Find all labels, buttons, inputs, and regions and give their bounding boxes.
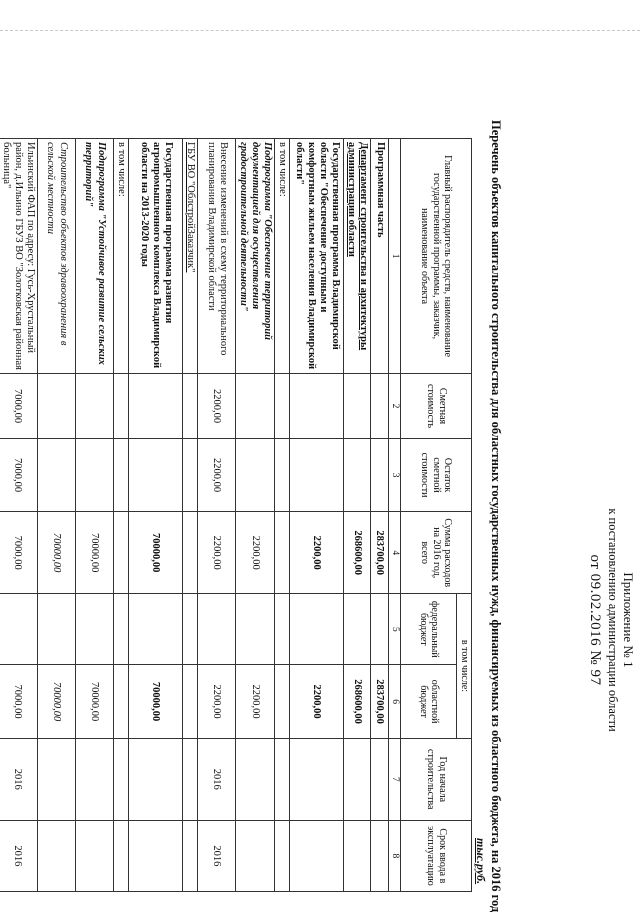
- cell-estimated-cost: [236, 374, 275, 439]
- cell-regional: 70000,00: [38, 665, 76, 738]
- cell-estimated-cost: [38, 374, 76, 439]
- cell-start-year: [344, 738, 371, 820]
- cell-expenses-2016: 2200,00: [236, 512, 275, 594]
- cell-start-year: [129, 738, 183, 820]
- table-row: [344, 139, 371, 892]
- cell-estimated-cost: [371, 374, 389, 439]
- cell-remaining-cost: [38, 438, 76, 511]
- cell-commission-year: [236, 820, 275, 891]
- document-header: [585, 470, 636, 770]
- cell-commission-year: [290, 820, 344, 891]
- cell-expenses-2016: 7000,00: [0, 512, 38, 594]
- cell-remaining-cost: [371, 438, 389, 511]
- col-header-start-year: Год начала строительства: [401, 738, 472, 820]
- cell-start-year: [275, 738, 290, 820]
- scan-margin-line: [0, 30, 640, 31]
- cell-federal: [0, 594, 38, 665]
- col-header-expenses-2016: Сумма расходов на 2016 год, всего: [401, 512, 472, 594]
- column-number: 5: [389, 594, 401, 665]
- cell-remaining-cost: [129, 438, 183, 511]
- cell-start-year: [114, 738, 129, 820]
- table-row: [183, 139, 198, 892]
- cell-remaining-cost: [236, 438, 275, 511]
- row-name-cell: Подпрограмма "Обеспечение территорий документацией для осуществления градостроительной деятельности": [236, 139, 275, 374]
- cell-federal: [344, 594, 371, 665]
- cell-remaining-cost: 2200,00: [198, 438, 236, 511]
- col-header-name: Главный распорядитель средств, наименование государственной программы, заказчик, наименование объекта: [401, 139, 472, 374]
- col-header-commission-year: Срок ввода в эксплуатацию: [401, 820, 472, 891]
- cell-federal: [371, 594, 389, 665]
- cell-federal: [236, 594, 275, 665]
- table-row: [236, 139, 275, 892]
- cell-regional: 2200,00: [198, 665, 236, 738]
- cell-commission-year: [129, 820, 183, 891]
- column-number: 3: [389, 438, 401, 511]
- cell-expenses-2016: 268600,00: [344, 512, 371, 594]
- cell-start-year: [290, 738, 344, 820]
- row-name-cell: Программная часть: [371, 139, 389, 374]
- cell-commission-year: [371, 820, 389, 891]
- cell-federal: [76, 594, 114, 665]
- cell-federal: [114, 594, 129, 665]
- col-header-remaining-cost: Остаток сметной стоимости: [401, 438, 472, 511]
- table-row: [38, 139, 76, 892]
- col-header-regional: областной бюджет: [401, 665, 457, 738]
- cell-estimated-cost: [344, 374, 371, 439]
- cell-regional: 283700,00: [371, 665, 389, 738]
- row-name-cell: Ильинский ФАП по адресу: Гусь-Хрустальный район, д.Ильино ГБУЗ ВО "Золотковская районная больница": [0, 139, 38, 374]
- row-name-cell: Государственная программа развития агропромышленного комплекса Владимирской области на 2013-2020 годы: [129, 139, 183, 374]
- cell-regional: 268600,00: [344, 665, 371, 738]
- cell-expenses-2016: [114, 512, 129, 594]
- cell-federal: [290, 594, 344, 665]
- cell-start-year: [371, 738, 389, 820]
- cell-remaining-cost: [76, 438, 114, 511]
- cell-federal: [275, 594, 290, 665]
- cell-expenses-2016: [183, 512, 198, 594]
- cell-start-year: [38, 738, 76, 820]
- table-row: [198, 139, 236, 892]
- cell-commission-year: [183, 820, 198, 891]
- capital-construction-table: [0, 138, 472, 892]
- cell-commission-year: [38, 820, 76, 891]
- row-name-cell: Строительство объектов здравоохранения в сельской местности: [38, 139, 76, 374]
- row-name-cell: ГБУ ВО "ОблстройЗаказчик": [183, 139, 198, 374]
- cell-commission-year: [275, 820, 290, 891]
- row-name-cell: в том числе:: [114, 139, 129, 374]
- cell-estimated-cost: [129, 374, 183, 439]
- cell-commission-year: [344, 820, 371, 891]
- cell-remaining-cost: [183, 438, 198, 511]
- row-name-cell: Подпрограмма "Устойчивое развитие сельских территорий": [76, 139, 114, 374]
- cell-expenses-2016: 70000,00: [76, 512, 114, 594]
- cell-regional: [275, 665, 290, 738]
- cell-estimated-cost: 2200,00: [198, 374, 236, 439]
- column-number: 7: [389, 738, 401, 820]
- row-name-cell: Внесение изменений в схему территориального планирования Владимирской области: [198, 139, 236, 374]
- cell-expenses-2016: 70000,00: [38, 512, 76, 594]
- column-number: 4: [389, 512, 401, 594]
- cell-regional: 2200,00: [290, 665, 344, 738]
- cell-federal: [38, 594, 76, 665]
- cell-remaining-cost: [290, 438, 344, 511]
- unit-note: тыс.руб.: [474, 838, 488, 885]
- cell-estimated-cost: [290, 374, 344, 439]
- cell-regional: [114, 665, 129, 738]
- column-number-row: [389, 139, 401, 892]
- col-header-federal: федеральный бюджет: [401, 594, 457, 665]
- cell-federal: [183, 594, 198, 665]
- cell-expenses-2016: 70000,00: [129, 512, 183, 594]
- cell-start-year: [236, 738, 275, 820]
- cell-regional: 2200,00: [236, 665, 275, 738]
- table-row: [76, 139, 114, 892]
- cell-expenses-2016: 2200,00: [198, 512, 236, 594]
- table-row: [129, 139, 183, 892]
- cell-start-year: 2016: [0, 738, 38, 820]
- cell-remaining-cost: [275, 438, 290, 511]
- cell-estimated-cost: 7000,00: [0, 374, 38, 439]
- table-row: [0, 139, 38, 892]
- row-name-cell: в том числе:: [275, 139, 290, 374]
- cell-estimated-cost: [76, 374, 114, 439]
- appendix-label: Приложение № 1: [621, 572, 636, 668]
- col-header-estimated-cost: Сметная стоимость: [401, 374, 472, 439]
- column-number: 6: [389, 665, 401, 738]
- cell-estimated-cost: [183, 374, 198, 439]
- row-name-cell: Департамент строительства и архитектуры администрации области: [344, 139, 371, 374]
- col-header-including: в том числе:: [457, 594, 472, 739]
- cell-start-year: [76, 738, 114, 820]
- cell-commission-year: 2016: [198, 820, 236, 891]
- cell-remaining-cost: [344, 438, 371, 511]
- cell-federal: [129, 594, 183, 665]
- cell-expenses-2016: [275, 512, 290, 594]
- table-row: [290, 139, 344, 892]
- cell-start-year: 2016: [198, 738, 236, 820]
- document-title: Перечень объектов капитального строительства для областных государственных нужд, финансируемых из областного бюджета, на 2016 год: [489, 120, 503, 912]
- row-name-cell: Государственная программа Владимирской области "Обеспечение доступным и комфортным жильем населения Владимирской области": [290, 139, 344, 374]
- table-row: [275, 139, 290, 892]
- table-row: [371, 139, 389, 892]
- cell-expenses-2016: 283700,00: [371, 512, 389, 594]
- cell-remaining-cost: [114, 438, 129, 511]
- resolution-label: к постановлению администрации области: [605, 508, 620, 732]
- cell-commission-year: [76, 820, 114, 891]
- table-row: [114, 139, 129, 892]
- column-number: 1: [389, 139, 401, 374]
- cell-commission-year: [114, 820, 129, 891]
- cell-regional: 70000,00: [76, 665, 114, 738]
- cell-start-year: [183, 738, 198, 820]
- resolution-date-number: от 09.02.2016 № 97: [587, 554, 604, 686]
- cell-regional: [183, 665, 198, 738]
- cell-regional: 7000,00: [0, 665, 38, 738]
- cell-remaining-cost: 7000,00: [0, 438, 38, 511]
- column-number: 8: [389, 820, 401, 891]
- cell-commission-year: 2016: [0, 820, 38, 891]
- column-number: 2: [389, 374, 401, 439]
- cell-estimated-cost: [114, 374, 129, 439]
- cell-estimated-cost: [275, 374, 290, 439]
- cell-expenses-2016: 2200,00: [290, 512, 344, 594]
- cell-regional: 70000,00: [129, 665, 183, 738]
- cell-federal: [198, 594, 236, 665]
